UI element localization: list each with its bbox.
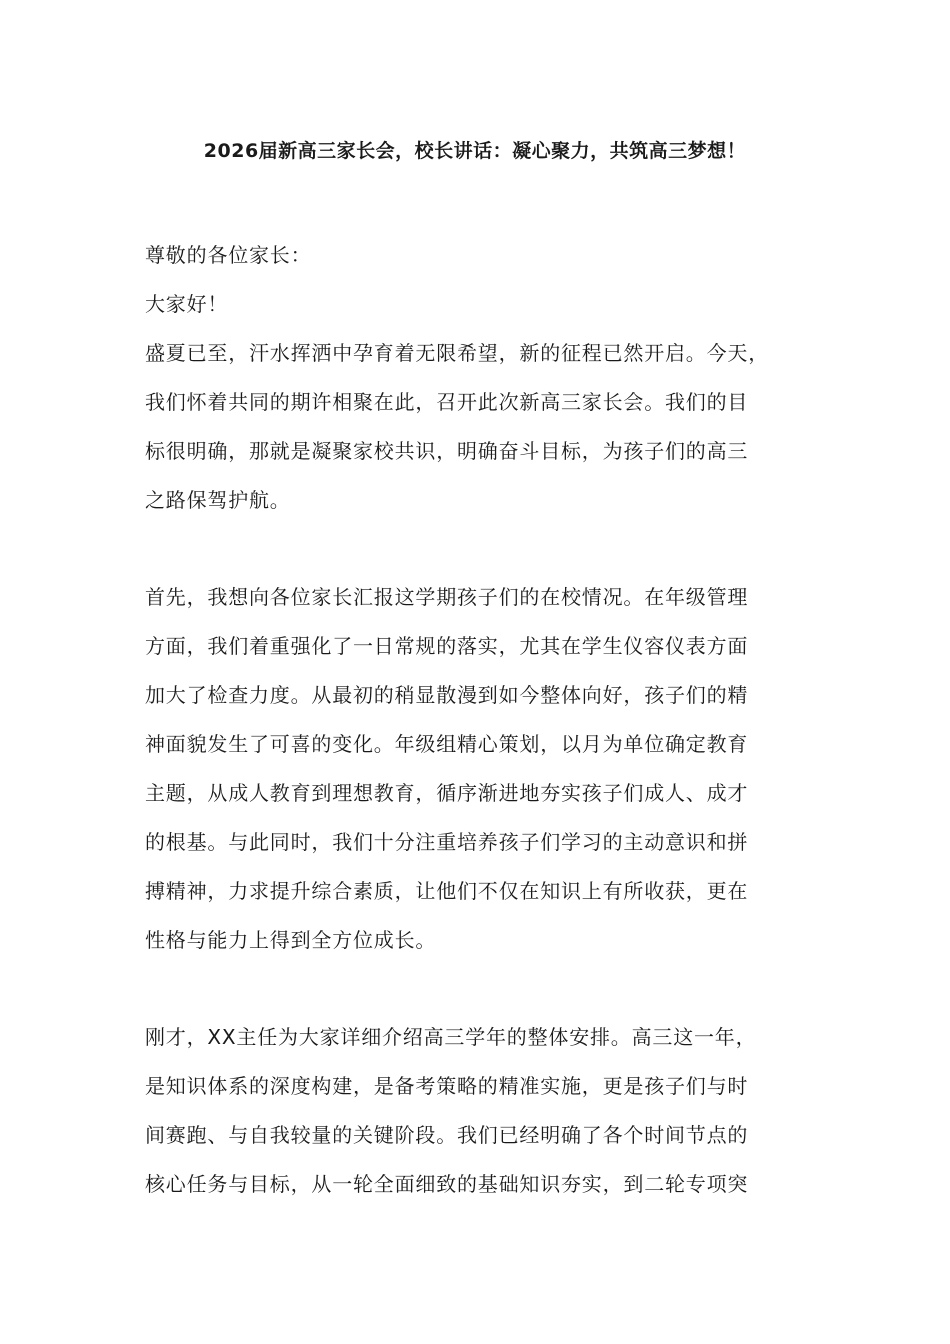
- salutation: 尊敬的各位家长：: [145, 243, 312, 267]
- paragraph-line: 首先，我想向各位家长汇报这学期孩子们的在校情况。在年级管理: [145, 585, 749, 609]
- paragraph-line: 的根基。与此同时，我们十分注重培养孩子们学习的主动意识和拼: [145, 830, 749, 854]
- paragraph-line: 主题，从成人教育到理想教育，循序渐进地夯实孩子们成人、成才: [145, 781, 749, 805]
- paragraph-line: 神面貌发生了可喜的变化。年级组精心策划，以月为单位确定教育: [145, 732, 749, 756]
- paragraph-line: 我们怀着共同的期许相聚在此，召开此次新高三家长会。我们的目: [145, 390, 749, 414]
- paragraph-gap: [145, 965, 825, 1013]
- document-body: [145, 231, 825, 1209]
- paragraph-3: [145, 1013, 825, 1209]
- paragraph-line: 标很明确，那就是凝聚家校共识，明确奋斗目标，为孩子们的高三: [145, 439, 749, 463]
- paragraph-line: 是知识体系的深度构建，是备考策略的精准实施，更是孩子们与时: [145, 1074, 749, 1098]
- paragraph-line: 搏精神，力求提升综合素质，让他们不仅在知识上有所收获，更在: [145, 879, 749, 903]
- paragraph-line: 加大了检查力度。从最初的稍显散漫到如今整体向好，孩子们的精: [145, 683, 749, 707]
- greeting: 大家好！: [145, 292, 229, 316]
- paragraph-2: [145, 573, 825, 965]
- paragraph-gap: [145, 525, 825, 573]
- paragraph-line: 方面，我们着重强化了一日常规的落实，尤其在学生仪容仪表方面: [145, 634, 749, 658]
- document-title: 2026届新高三家长会，校长讲话：凝心聚力，共筑高三梦想！: [203, 140, 747, 162]
- paragraph-line: 盛夏已至，汗水挥洒中孕育着无限希望，新的征程已然开启。今天，: [145, 341, 769, 365]
- paragraph-line: 之路保驾护航。: [145, 488, 291, 512]
- paragraph-line: 核心任务与目标，从一轮全面细致的基础知识夯实，到二轮专项突: [145, 1172, 749, 1196]
- paragraph-line: 间赛跑、与自我较量的关键阶段。我们已经明确了各个时间节点的: [145, 1123, 749, 1147]
- paragraph-line: 性格与能力上得到全方位成长。: [145, 928, 437, 952]
- paragraph-1: [145, 329, 825, 525]
- paragraph-line: 刚才，XX主任为大家详细介绍高三学年的整体安排。高三这一年，: [145, 1025, 757, 1049]
